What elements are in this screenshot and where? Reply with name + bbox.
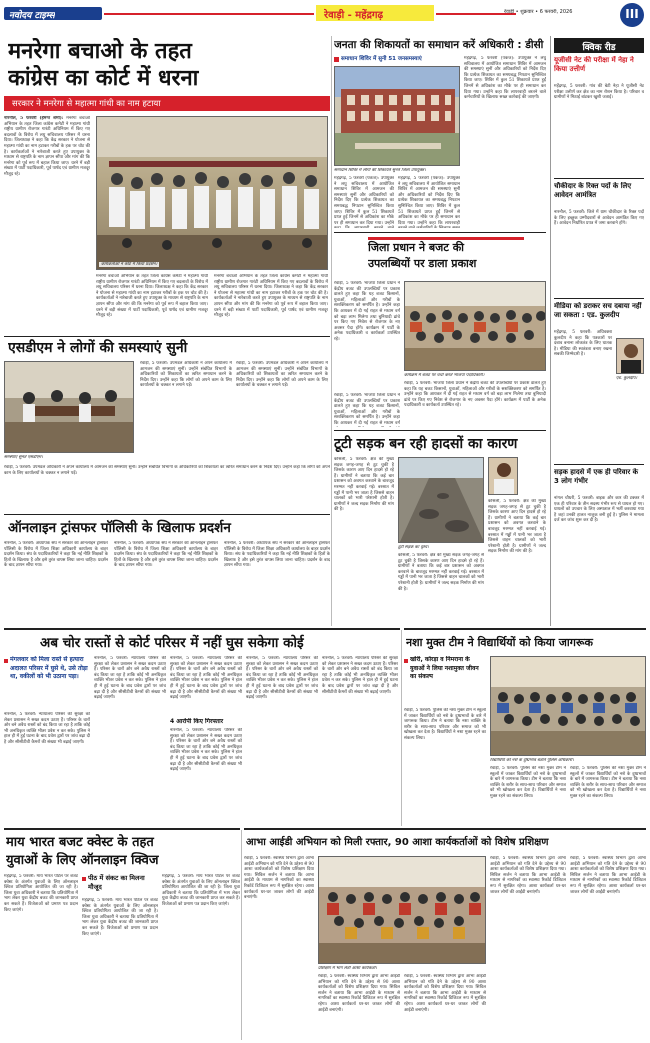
date-line: रेवाड़ी • शुक्रवार • 6 फरवरी, 2026 (504, 9, 573, 15)
court-body-col6 (322, 656, 398, 826)
budget-headline-1: जिला प्रधान ने बजट की (368, 241, 465, 254)
quick-read-label-box (554, 38, 644, 53)
lead-body-cont-1: मनरेगा बचाओ अभियान के तहत जिला कांग्रेस कमेटी ने महात्मा गांधी राष्ट्रीय ग्रामीण रोजगार गारंटी अधिनियम में किए गए बदलावों के विरोध में लघु सचिवालय परिसर में धरना दिया। जिलाध्यक्ष ने कहा कि केंद्र सरकार ने योजना से महात्मा गांधी का नाम हटाकर गरीबों के हक पर चोट की है। कार्यकर्ताओं ने नारेबाजी करते हुए उपायुक्त के माध्यम से राष्ट्रपति के नाम ज्ञापन सौंपा और मांग की कि मनरेगा को पूर्व रूप में बहाल किया जाए। धरने में बड़ी संख्या में पार्टी पदाधिकारी, पूर्व पार्षद एवं ग्रामीण मजदूर मौजूद रहे। (96, 274, 208, 319)
lead-body-col2 (96, 274, 208, 332)
dc-tag-text: समाधान शिविर में सुनी 51 जनसमस्याएं (341, 56, 422, 62)
drug-tag-bullet (404, 659, 408, 663)
road-photo-caption: टूटी सड़क का दृश्य। (398, 545, 429, 550)
quiz-body-text-2: महेंद्रगढ़, 5 फरवरी: माय भारत पोर्टल पर बजट क्वेस्ट के अंतर्गत युवाओं के लिए ऑनलाइन क्विज प्रतियोगिता आयोजित की जा रही है। जिला युवा अधिकारी ने बताया कि प्रतियोगिता में भाग लेकर युवा केंद्रीय बजट की जानकारी प्राप्त कर सकते हैं। विजेताओं को प्रमाण पत्र प्रदान किए जाएंगे। (82, 898, 158, 937)
qr-item-4 (554, 468, 644, 624)
court-sidebar (4, 656, 90, 708)
transfer-body-text-3: नारनौल, 5 फरवरी: अध्यापक संघ ने सरकार की ऑनलाइन ट्रांसफर पॉलिसी के विरोध में जिला शिक्षा अधिकारी कार्यालय के बाहर प्रदर्शन किया। संघ के पदाधिकारियों ने कहा कि नई नीति शिक्षकों के हितों के खिलाफ है और इसे तुरंत वापस लिया जाना चाहिए। प्रदर्शन के बाद ज्ञापन सौंपा गया। (224, 541, 330, 569)
quick-read-label: क्विक रीड (582, 43, 616, 53)
asha-body-text-4: रेवाड़ी, 5 फरवरी: स्वास्थ्य विभाग द्वारा आभा आईडी अभियान को गति देने के उद्देश्य से 90 आशा कार्यकर्ताओं को विशेष प्रशिक्षण दिया गया। सिविल सर्जन ने बताया कि आभा आईडी के माध्यम से नागरिकों का स्वास्थ्य रिकॉर्ड डिजिटल रूप में सुरक्षित रहेगा। आशा कार्यकर्ता घर-घर जाकर लोगों की आईडी बनाएंगी। (490, 856, 566, 895)
road-headline: टूटी सड़क बन रही हादसों का कारण (334, 436, 518, 452)
sdm-body-col3 (4, 465, 330, 511)
sdm-body-col2 (236, 361, 328, 461)
dc-photo-caption: समाधान शिविर में लोगों की शिकायतें सुनते जिला उपायुक्त। (334, 168, 426, 173)
dc-tag (334, 55, 460, 64)
quiz-body-col2 (82, 898, 158, 1040)
qr-item-2-body: नारनौल, 5 फरवरी: जिले में ग्राम चौकीदार के रिक्त पदों के लिए इच्छुक उम्मीदवारों से आवेदन आमंत्रित किए गए हैं। आवेदन निर्धारित प्रपत्र में जमा करवाने होंगे। (554, 210, 644, 227)
drug-body-text-1: रेवाड़ी, 5 फरवरी: पुलिस की नशा मुक्त टीम ने स्कूलों में जाकर विद्यार्थियों को नशे के दुष्प्रभावों के बारे में जागरूक किया। टीम ने बताया कि नशा व्यक्ति के शरीर के साथ-साथ परिवार और समाज को भी खोखला कर देता है। विद्यार्थियों ने नशा मुक्त रहने का संकल्प लिया। (404, 708, 486, 741)
court-body-text-4: नारनौल, 5 फरवरी: न्यायालय परिसर की सुरक्षा को लेकर प्रशासन ने सख्त कदम उठाए हैं। परिसर के चारों ओर बने अवैध रास्तों को बंद किया जा रहा है ताकि कोई भी अनधिकृत व्यक्ति भीतर प्रवेश न कर सके। पुलिस ने हाल ही में हुई घटना के बाद प्रवेश द्वारों पर जांच बढ़ा दी है और सीसीटीवी कैमरों की संख्या भी बढ़ाई जाएगी। (170, 728, 242, 773)
budget-photo-caption: कार्यक्रम में बजट पर चर्चा करते भाजपा पदाधिकारी। (404, 373, 485, 378)
lead-photo (96, 116, 328, 270)
budget-headline-box (368, 237, 524, 277)
quiz-body-col3 (162, 874, 240, 1040)
budget-body-col1 (334, 281, 400, 391)
budget-photo-art (405, 282, 546, 371)
budget-headline-2: उपलब्धियों पर डाला प्रकाश (368, 257, 477, 270)
court-body-text-2: नारनौल, 5 फरवरी: न्यायालय परिसर की सुरक्षा को लेकर प्रशासन ने सख्त कदम उठाए हैं। परिसर के चारों ओर बने अवैध रास्तों को बंद किया जा रहा है ताकि कोई भी अनधिकृत व्यक्ति भीतर प्रवेश न कर सके। पुलिस ने हाल ही में हुई घटना के बाद प्रवेश द्वारों पर जांच बढ़ा दी है और सीसीटीवी कैमरों की संख्या भी बढ़ाई जाएगी। (94, 656, 166, 701)
drug-story (404, 628, 646, 826)
person-icon (489, 458, 518, 495)
section-tag (316, 5, 434, 21)
sdm-story (4, 336, 330, 512)
budget-story (334, 232, 546, 428)
quiz-body-col1 (4, 874, 78, 1040)
quiz-headline-1: माय भारत बजट क्वेस्ट के तहत (6, 835, 154, 850)
road-story (334, 430, 546, 628)
asha-body-col2 (318, 974, 400, 1040)
page-number-badge (620, 3, 644, 27)
road-photo (398, 457, 484, 543)
dc-photo-art (335, 67, 460, 166)
lead-body-text: मनरेगा बचाओ अभियान के तहत जिला कांग्रेस कमेटी ने महात्मा गांधी राष्ट्रीय ग्रामीण रोजगार गारंटी अधिनियम में किए गए बदलावों के विरोध में लघु सचिवालय परिसर में धरना दिया। जिलाध्यक्ष ने कहा कि केंद्र सरकार ने योजना से महात्मा गांधी का नाम हटाकर गरीबों के हक पर चोट की है। कार्यकर्ताओं ने नारेबाजी करते हुए उपायुक्त के माध्यम से राष्ट्रपति के नाम ज्ञापन सौंपा और मांग की कि मनरेगा को पूर्व रूप में बहाल किया जाए। धरने में बड़ी संख्या में पार्टी पदाधिकारी, पूर्व पार्षद एवं ग्रामीण मजदूर मौजूद रहे। (4, 116, 90, 177)
drug-body-col1 (404, 708, 486, 826)
dc-story (334, 36, 546, 230)
paper-name-box (4, 7, 102, 20)
quiz-body-text-3: महेंद्रगढ़, 5 फरवरी: माय भारत पोर्टल पर बजट क्वेस्ट के अंतर्गत युवाओं के लिए ऑनलाइन क्विज प्रतियोगिता आयोजित की जा रही है। जिला युवा अधिकारी ने बताया कि प्रतियोगिता में भाग लेकर युवा केंद्रीय बजट की जानकारी प्राप्त कर सकते हैं। विजेताओं को प्रमाण पत्र प्रदान किए जाएंगे। (162, 874, 240, 907)
dc-photo (334, 66, 460, 166)
asha-photo-caption: प्रशिक्षण में भाग लेती आशा कार्यकर्ता। (318, 966, 377, 971)
drug-headline: नशा मुक्त टीम ने विद्यार्थियों को किया जागरूक (406, 636, 593, 649)
asha-body-text-1: रेवाड़ी, 5 फरवरी: स्वास्थ्य विभाग द्वारा आभा आईडी अभियान को गति देने के उद्देश्य से 90 आशा कार्यकर्ताओं को विशेष प्रशिक्षण दिया गया। सिविल सर्जन ने बताया कि आभा आईडी के माध्यम से नागरिकों का स्वास्थ्य रिकॉर्ड डिजिटल रूप में सुरक्षित रहेगा। आशा कार्यकर्ता घर-घर जाकर लोगों की आईडी बनाएंगी। (244, 856, 314, 901)
column-rule-3 (401, 630, 402, 826)
court-sidebar-text: मंगलवार को मिला रास्ते से हत्यारा अदालत परिसर में घुसे थे, उसे तोड़ा था, वकीलों को भी उठाना पड़ा। (10, 656, 88, 680)
lead-photo-caption: कार्यकर्ताओं ने कोर्ट में किया प्रदर्शन। (101, 262, 158, 267)
qr-item-1-body: महेंद्रगढ़, 5 फरवरी: गांव की बेटी नेहा ने यूजीसी नेट परीक्षा उत्तीर्ण कर क्षेत्र का नाम रोशन किया है। परिवार व ग्रामीणों ने मिठाई बांटकर खुशी जताई। (554, 84, 644, 101)
lead-body-col3 (214, 274, 328, 332)
qr-item-3 (554, 302, 644, 462)
asha-body-col3 (404, 974, 486, 1040)
asha-photo-art (319, 857, 486, 964)
court-body-text-1: नारनौल, 5 फरवरी: न्यायालय परिसर की सुरक्षा को लेकर प्रशासन ने सख्त कदम उठाए हैं। परिसर के चारों ओर बने अवैध रास्तों को बंद किया जा रहा है ताकि कोई भी अनधिकृत व्यक्ति भीतर प्रवेश न कर सके। पुलिस ने हाल ही में हुई घटना के बाद प्रवेश द्वारों पर जांच बढ़ा दी है और सीसीटीवी कैमरों की संख्या भी बढ़ाई जाएगी। (4, 712, 90, 745)
qr-item-4-body: नांगल चौधरी, 5 फरवरी: बाइक और कार की टक्कर में एक ही परिवार के तीन सदस्य गंभीर रूप से घायल हो गए। घायलों को उपचार के लिए अस्पताल में भर्ती करवाया गया है जहां उनकी हालत नाजुक बनी हुई है। पुलिस ने मामला दर्ज कर जांच शुरू कर दी है। (554, 496, 644, 524)
court-body-col2 (94, 656, 166, 826)
transfer-body-col3 (224, 541, 330, 625)
lead-deck-bar (4, 96, 330, 111)
qr-item-2-headline: चौकीदार के रिक्त पदों के लिए आवेदन आमंत्रित (554, 182, 632, 199)
quiz-sub-text: पीठ में संकट का मिलना मौजूद (88, 874, 145, 891)
quick-read (550, 36, 646, 626)
road-photo-art (399, 458, 484, 543)
dc-body-col3 (464, 56, 546, 228)
portrait-icon (617, 339, 644, 374)
drug-photo-art (491, 657, 646, 756)
budget-body-text-3: रेवाड़ी, 5 फरवरी: भाजपा जिला प्रधान ने केंद्रीय बजट की उपलब्धियों पर प्रकाश डालते हुए कहा कि यह बजट किसानों, युवाओं, महिलाओं और गरीबों के सशक्तिकरण को समर्पित है। उन्होंने कहा कि आयकर में दी गई राहत से मध्यम वर्ग (334, 393, 400, 426)
road-body-text-3: कोसली, 5 फरवरी: क्षेत्र की मुख्य सड़क जगह-जगह से टूट चुकी है जिसके कारण आए दिन हादसे हो रहे हैं। ग्रामीणों ने बताया कि कई बार प्रशासन को अवगत करवाने के बावजूद मरम्मत नहीं करवाई गई। बरसात में गड्ढों में पानी भर जाता है जिससे वाहन चालकों को भारी परेशानी होती है। ग्रामीणों ने जल्द सड़क निर्माण की मांग की है। (488, 499, 546, 555)
lead-body-cont-2: मनरेगा बचाओ अभियान के तहत जिला कांग्रेस कमेटी ने महात्मा गांधी राष्ट्रीय ग्रामीण रोजगार गारंटी अधिनियम में किए गए बदलावों के विरोध में लघु सचिवालय परिसर में धरना दिया। जिलाध्यक्ष ने कहा कि केंद्र सरकार ने योजना से महात्मा गांधी का नाम हटाकर गरीबों के हक पर चोट की है। कार्यकर्ताओं ने नारेबाजी करते हुए उपायुक्त के माध्यम से राष्ट्रपति के नाम ज्ञापन सौंपा और मांग की कि मनरेगा को पूर्व रूप में बहाल किया जाए। धरने में बड़ी संख्या में पार्टी पदाधिकारी, पूर्व पार्षद एवं ग्रामीण मजदूर मौजूद रहे। (214, 274, 328, 319)
drug-body-col3 (570, 766, 646, 826)
court-body-col3 (170, 656, 242, 716)
section-name: रेवाड़ी - महेंद्रगढ़ (324, 10, 384, 21)
road-person-photo (488, 457, 518, 495)
drug-body-col2 (490, 766, 566, 826)
lead-photo-art (97, 117, 328, 270)
lead-story (4, 36, 330, 334)
drug-photo (490, 656, 646, 756)
asha-photo (318, 856, 486, 964)
court-body-col1 (4, 712, 90, 826)
court-story (4, 628, 400, 826)
drug-body-text-2: रेवाड़ी, 5 फरवरी: पुलिस की नशा मुक्त टीम ने स्कूलों में जाकर विद्यार्थियों को नशे के दुष्प्रभावों के बारे में जागरूक किया। टीम ने बताया कि नशा व्यक्ति के शरीर के साथ-साथ परिवार और समाज को भी खोखला कर देता है। विद्यार्थियों ने नशा मुक्त रहने का संकल्प लिया। (490, 766, 566, 799)
court-body-col4 (170, 728, 242, 826)
road-body-col1 (334, 457, 394, 627)
dc-body-text-3: महेंद्रगढ़, 5 फरवरी (पंकज): उपायुक्त ने लघु सचिवालय में आयोजित समाधान शिविर में आमजन की समस्याएं सुनीं और अधिकारियों को निर्देश दिए कि प्रत्येक शिकायत का समयबद्ध निपटान सुनिश्चित किया जाए। शिविर में कुल 51 शिकायतें प्राप्त हुईं जिनमें से अधिकांश का मौके पर ही समाधान कर दिया गया। उन्होंने कहा कि लापरवाही बरतने वाले कर्मचारियों के खिलाफ सख्त कार्रवाई की जाएगी। (464, 56, 546, 101)
sdm-body-text-2: रेवाड़ी, 5 फरवरी: उपमंडल अधिकारी ने अपने कार्यालय में आमजन की समस्याएं सुनीं। उन्होंने संबंधित विभागों के अधिकारियों को शिकायतों का त्वरित समाधान करने के निर्देश दिए। उन्होंने कहा कि लोगों को अपने काम के लिए कार्यालयों के चक्कर न लगाने पड़ें। (236, 361, 328, 389)
dc-tag-bullet (334, 57, 339, 62)
budget-body-text-1: रेवाड़ी, 5 फरवरी: भाजपा जिला प्रधान ने केंद्रीय बजट की उपलब्धियों पर प्रकाश डालते हुए कहा कि यह बजट किसानों, युवाओं, महिलाओं और गरीबों के सशक्तिकरण को समर्पित है। उन्होंने कहा कि आयकर में दी गई राहत से मध्यम वर्ग को बड़ा लाभ मिलेगा तथा बुनियादी ढांचे पर किए गए निवेश से रोजगार के नए अवसर पैदा होंगे। कार्यक्रम में पार्टी के अनेक पदाधिकारी व कार्यकर्ता उपस्थित रहे। (334, 281, 400, 342)
asha-body-col5 (570, 856, 646, 1040)
road-body-text-1: कोसली, 5 फरवरी: क्षेत्र की मुख्य सड़क जगह-जगह से टूट चुकी है जिसके कारण आए दिन हादसे हो रहे हैं। ग्रामीणों ने बताया कि कई बार प्रशासन को अवगत करवाने के बावजूद मरम्मत नहीं करवाई गई। बरसात में गड्ढों में पानी भर जाता है जिससे वाहन चालकों को भारी परेशानी होती है। ग्रामीणों ने जल्द सड़क निर्माण की मांग की है। (334, 457, 394, 513)
court-headline: अब चोर रास्तों से कोर्ट परिसर में नहीं घुस सकेगा कोई (40, 635, 304, 651)
asha-body-text-2: रेवाड़ी, 5 फरवरी: स्वास्थ्य विभाग द्वारा आभा आईडी अभियान को गति देने के उद्देश्य से 90 आशा कार्यकर्ताओं को विशेष प्रशिक्षण दिया गया। सिविल सर्जन ने बताया कि आभा आईडी के माध्यम से नागरिकों का स्वास्थ्य रिकॉर्ड डिजिटल रूप में सुरक्षित रहेगा। आशा कार्यकर्ता घर-घर जाकर लोगों की आईडी बनाएंगी। (318, 974, 400, 1013)
qr-item-1 (554, 56, 644, 176)
dc-body-col1 (334, 176, 394, 228)
sdm-photo-caption: समस्याएं सुनते एसडीएम। (4, 455, 43, 460)
asha-body-text-3: रेवाड़ी, 5 फरवरी: स्वास्थ्य विभाग द्वारा आभा आईडी अभियान को गति देने के उद्देश्य से 90 आशा कार्यकर्ताओं को विशेष प्रशिक्षण दिया गया। सिविल सर्जन ने बताया कि आभा आईडी के माध्यम से नागरिकों का स्वास्थ्य रिकॉर्ड डिजिटल रूप में सुरक्षित रहेगा। आशा कार्यकर्ता घर-घर जाकर लोगों की आईडी बनाएंगी। (404, 974, 486, 1013)
asha-body-text-5: रेवाड़ी, 5 फरवरी: स्वास्थ्य विभाग द्वारा आभा आईडी अभियान को गति देने के उद्देश्य से 90 आशा कार्यकर्ताओं को विशेष प्रशिक्षण दिया गया। सिविल सर्जन ने बताया कि आभा आईडी के माध्यम से नागरिकों का स्वास्थ्य रिकॉर्ड डिजिटल रूप में सुरक्षित रहेगा। आशा कार्यकर्ता घर-घर जाकर लोगों की आईडी बनाएंगी। (570, 856, 646, 895)
masthead (0, 0, 650, 36)
qr-item-3-caption: एड. कुलदीप। (616, 376, 638, 381)
court-body-text-3: नारनौल, 5 फरवरी: न्यायालय परिसर की सुरक्षा को लेकर प्रशासन ने सख्त कदम उठाए हैं। परिसर के चारों ओर बने अवैध रास्तों को बंद किया जा रहा है ताकि कोई भी अनधिकृत व्यक्ति भीतर प्रवेश न कर सके। पुलिस ने हाल ही में हुई घटना के बाद प्रवेश द्वारों पर जांच बढ़ा दी है और सीसीटीवी कैमरों की संख्या भी बढ़ाई जाएगी। (170, 656, 242, 701)
dc-body-text-1: महेंद्रगढ़, 5 फरवरी (पंकज): उपायुक्त ने लघु सचिवालय में आयोजित समाधान शिविर में आमजन की समस्याएं सुनीं और अधिकारियों को निर्देश दिए कि प्रत्येक शिकायत का समयबद्ध निपटान सुनिश्चित किया जाए। शिविर में कुल 51 शिकायतें प्राप्त हुईं जिनमें से अधिकांश का मौके पर ही समाधान कर दिया गया। उन्होंने (334, 176, 394, 226)
asha-body-col1 (244, 856, 314, 1040)
drug-body-text-3: रेवाड़ी, 5 फरवरी: पुलिस की नशा मुक्त टीम ने स्कूलों में जाकर विद्यार्थियों को नशे के दुष्प्रभावों के बारे में जागरूक किया। टीम ने बताया कि नशा व्यक्ति के शरीर के साथ-साथ परिवार और समाज को भी खोखला कर देता है। विद्यार्थियों ने नशा मुक्त रहने का संकल्प लिया। (570, 766, 646, 799)
dc-body-col2 (398, 176, 460, 228)
qr-divider-2 (554, 298, 644, 299)
court-subhead: 4 आरोपी किए गिरफ्तार (170, 718, 224, 725)
budget-body-col3 (334, 393, 400, 427)
transfer-headline: ऑनलाइन ट्रांसफर पॉलिसी के खिलाफ प्रदर्शन (8, 520, 231, 536)
court-sidebar-bullet (4, 659, 8, 663)
qr-item-3-headline: मीडिया को डराकर सच दबाया नहीं जा सकता : एड. कुलदीप (554, 302, 642, 319)
lead-body-col1 (4, 116, 90, 332)
masthead-rule-left (104, 13, 314, 15)
court-body-text-5: नारनौल, 5 फरवरी: न्यायालय परिसर की सुरक्षा को लेकर प्रशासन ने सख्त कदम उठाए हैं। परिसर के चारों ओर बने अवैध रास्तों को बंद किया जा रहा है ताकि कोई भी अनधिकृत व्यक्ति भीतर प्रवेश न कर सके। पुलिस ने हाल ही में हुई घटना के बाद प्रवेश द्वारों पर जांच बढ़ा दी है और सीसीटीवी कैमरों की संख्या भी बढ़ाई जाएगी। (246, 656, 318, 701)
page-number: III (625, 7, 639, 21)
budget-body-text-2: रेवाड़ी, 5 फरवरी: भाजपा जिला प्रधान ने केंद्रीय बजट की उपलब्धियों पर प्रकाश डालते हुए कहा कि यह बजट किसानों, युवाओं, महिलाओं और गरीबों के सशक्तिकरण को समर्पित है। उन्होंने कहा कि आयकर में दी गई राहत से मध्यम वर्ग को बड़ा लाभ मिलेगा तथा बुनियादी ढांचे पर किए गए निवेश से रोजगार के नए अवसर पैदा होंगे। कार्यक्रम में पार्टी के अनेक पदाधिकारी व कार्यकर्ता उपस्थित रहे। (404, 381, 546, 409)
transfer-body-text-2: नारनौल, 5 फरवरी: अध्यापक संघ ने सरकार की ऑनलाइन ट्रांसफर पॉलिसी के विरोध में जिला शिक्षा अधिकारी कार्यालय के बाहर प्रदर्शन किया। संघ के पदाधिकारियों ने कहा कि नई नीति शिक्षकों के हितों के खिलाफ है और इसे तुरंत वापस लिया जाना चाहिए। प्रदर्शन के बाद ज्ञापन सौंपा गया। (114, 541, 218, 569)
drug-tag (404, 656, 486, 704)
sdm-photo-art (5, 362, 134, 453)
lead-dateline: नारनौल, 5 फरवरी (हेमन्त शर्मा): (4, 116, 64, 121)
qr-divider-1 (554, 178, 644, 179)
road-body-col3 (488, 499, 546, 627)
sdm-body-col1 (140, 361, 232, 461)
asha-body-col4 (490, 856, 566, 1040)
quiz-sub-box (82, 874, 158, 896)
dc-headline: जनता की शिकायतों का समाधान करें अधिकारी : डीसी (334, 39, 544, 51)
budget-photo (404, 281, 546, 371)
transfer-body-col2 (114, 541, 218, 625)
qr-item-3-portrait (616, 338, 644, 374)
quiz-story (4, 828, 240, 1040)
sdm-headline: एसडीएम ने लोगों की समस्याएं सुनी (8, 340, 188, 356)
court-body-text-6: नारनौल, 5 फरवरी: न्यायालय परिसर की सुरक्षा को लेकर प्रशासन ने सख्त कदम उठाए हैं। परिसर के चारों ओर बने अवैध रास्तों को बंद किया जा रहा है ताकि कोई भी अनधिकृत व्यक्ति भीतर प्रवेश न कर सके। पुलिस ने हाल ही में हुई घटना के बाद प्रवेश द्वारों पर जांच बढ़ा दी है और सीसीटीवी कैमरों की संख्या भी बढ़ाई जाएगी। (322, 656, 398, 695)
lead-headline-1: मनरेगा बचाओ के तहत (8, 39, 192, 64)
column-rule-2 (241, 830, 242, 1040)
drug-photo-caption: विद्यार्थियों को नशे के दुष्प्रभाव बताते पुलिस अधिकारी। (490, 758, 574, 763)
asha-story (244, 828, 646, 1040)
transfer-body-col1 (4, 541, 108, 625)
quiz-headline-2: युवाओं के लिए ऑनलाइन क्विज (6, 853, 159, 868)
qr-item-1-headline: यूजीसी नेट की परीक्षा में नेहा ने किया उत्तीर्ण (554, 56, 634, 73)
sdm-body-text-1: रेवाड़ी, 5 फरवरी: उपमंडल अधिकारी ने अपने कार्यालय में आमजन की समस्याएं सुनीं। उन्होंने संबंधित विभागों के अधिकारियों को शिकायतों का त्वरित समाधान करने के निर्देश दिए। उन्होंने कहा कि लोगों को अपने काम के लिए कार्यालयों के चक्कर न लगाने पड़ें। (140, 361, 232, 389)
paper-name: नवोदय टाइम्स (9, 11, 55, 20)
budget-body-col2 (404, 381, 546, 427)
lead-headline-2: कांग्रेस का कोर्ट में धरना (8, 66, 199, 91)
qr-divider-3 (554, 464, 644, 465)
dc-body-text-2: महेंद्रगढ़, 5 फरवरी (पंकज): उपायुक्त ने लघु सचिवालय में आयोजित समाधान शिविर में आमजन की समस्याएं सुनीं और अधिकारियों को निर्देश दिए कि प्रत्येक शिकायत का समयबद्ध निपटान सुनिश्चित किया जाए। शिविर में कुल 51 शिकायतें प्राप्त हुईं जिनमें से अधिकांश का मौके पर ही समाधान कर दिया गया। उन्होंने कहा कि लापरवाही (398, 176, 460, 226)
sdm-photo (4, 361, 134, 453)
qr-item-3-body: महेंद्रगढ़, 5 फरवरी: अधिवक्ता कुलदीप ने कहा कि पत्रकारों पर दबाव बनाना लोकतंत्र के लिए घातक है। मीडिया की स्वतंत्रता बनाए रखना सबकी जिम्मेदारी है। (554, 330, 612, 358)
road-body-text-2: कोसली, 5 फरवरी: क्षेत्र की मुख्य सड़क जगह-जगह से टूट चुकी है जिसके कारण आए दिन हादसे हो रहे हैं। ग्रामीणों ने बताया कि कई बार प्रशासन को अवगत करवाने के बावजूद मरम्मत नहीं करवाई गई। बरसात में गड्ढों में पानी भर जाता है जिससे वाहन चालकों को भारी परेशानी होती है। ग्रामीणों ने जल्द सड़क निर्माण की मांग की है। (398, 553, 484, 592)
sdm-body-text-3: रेवाड़ी, 5 फरवरी: उपमंडल अधिकारी ने अपने कार्यालय में आमजन की समस्याएं सुनीं। उन्होंने संबंधित विभागों के अधिकारियों को शिकायतों का त्वरित समाधान करने के निर्देश दिए। उन्होंने कहा कि लोगों को अपने काम के लिए कार्यालयों के चक्कर न लगाने पड़ें। (4, 465, 330, 476)
asha-headline: आभा आईडी अभियान को मिली रफ्तार, 90 आशा कार्यकर्ताओं को विशेष प्रशिक्षण (246, 837, 549, 848)
transfer-story (4, 514, 330, 626)
road-body-col2 (398, 553, 484, 627)
column-rule-1 (331, 36, 332, 626)
quiz-sub-bullet (82, 877, 86, 881)
qr-item-4-headline: सड़क हादसे में एक ही परिवार के 3 लोग गंभीर (554, 468, 639, 485)
court-body-col5 (246, 656, 318, 826)
qr-item-2 (554, 182, 644, 296)
drug-tag-text: खोरी, कोरड़ा व निमराना के युवाओं ने लिया नशामुक्त जीवन का संकल्प (410, 656, 479, 680)
lead-deck: सरकार ने मनरेगा से महात्मा गांधी का नाम हटाया (12, 99, 161, 109)
transfer-body-text-1: नारनौल, 5 फरवरी: अध्यापक संघ ने सरकार की ऑनलाइन ट्रांसफर पॉलिसी के विरोध में जिला शिक्षा अधिकारी कार्यालय के बाहर प्रदर्शन किया। संघ के पदाधिकारियों ने कहा कि नई नीति शिक्षकों के हितों के खिलाफ है और इसे तुरंत वापस लिया जाना चाहिए। प्रदर्शन के बाद ज्ञापन सौंपा गया। (4, 541, 108, 569)
quiz-body-text-1: महेंद्रगढ़, 5 फरवरी: माय भारत पोर्टल पर बजट क्वेस्ट के अंतर्गत युवाओं के लिए ऑनलाइन क्विज प्रतियोगिता आयोजित की जा रही है। जिला युवा अधिकारी ने बताया कि प्रतियोगिता में भाग लेकर युवा केंद्रीय बजट की जानकारी प्राप्त कर सकते हैं। विजेताओं को प्रमाण पत्र प्रदान किए जाएंगे। (4, 874, 78, 913)
